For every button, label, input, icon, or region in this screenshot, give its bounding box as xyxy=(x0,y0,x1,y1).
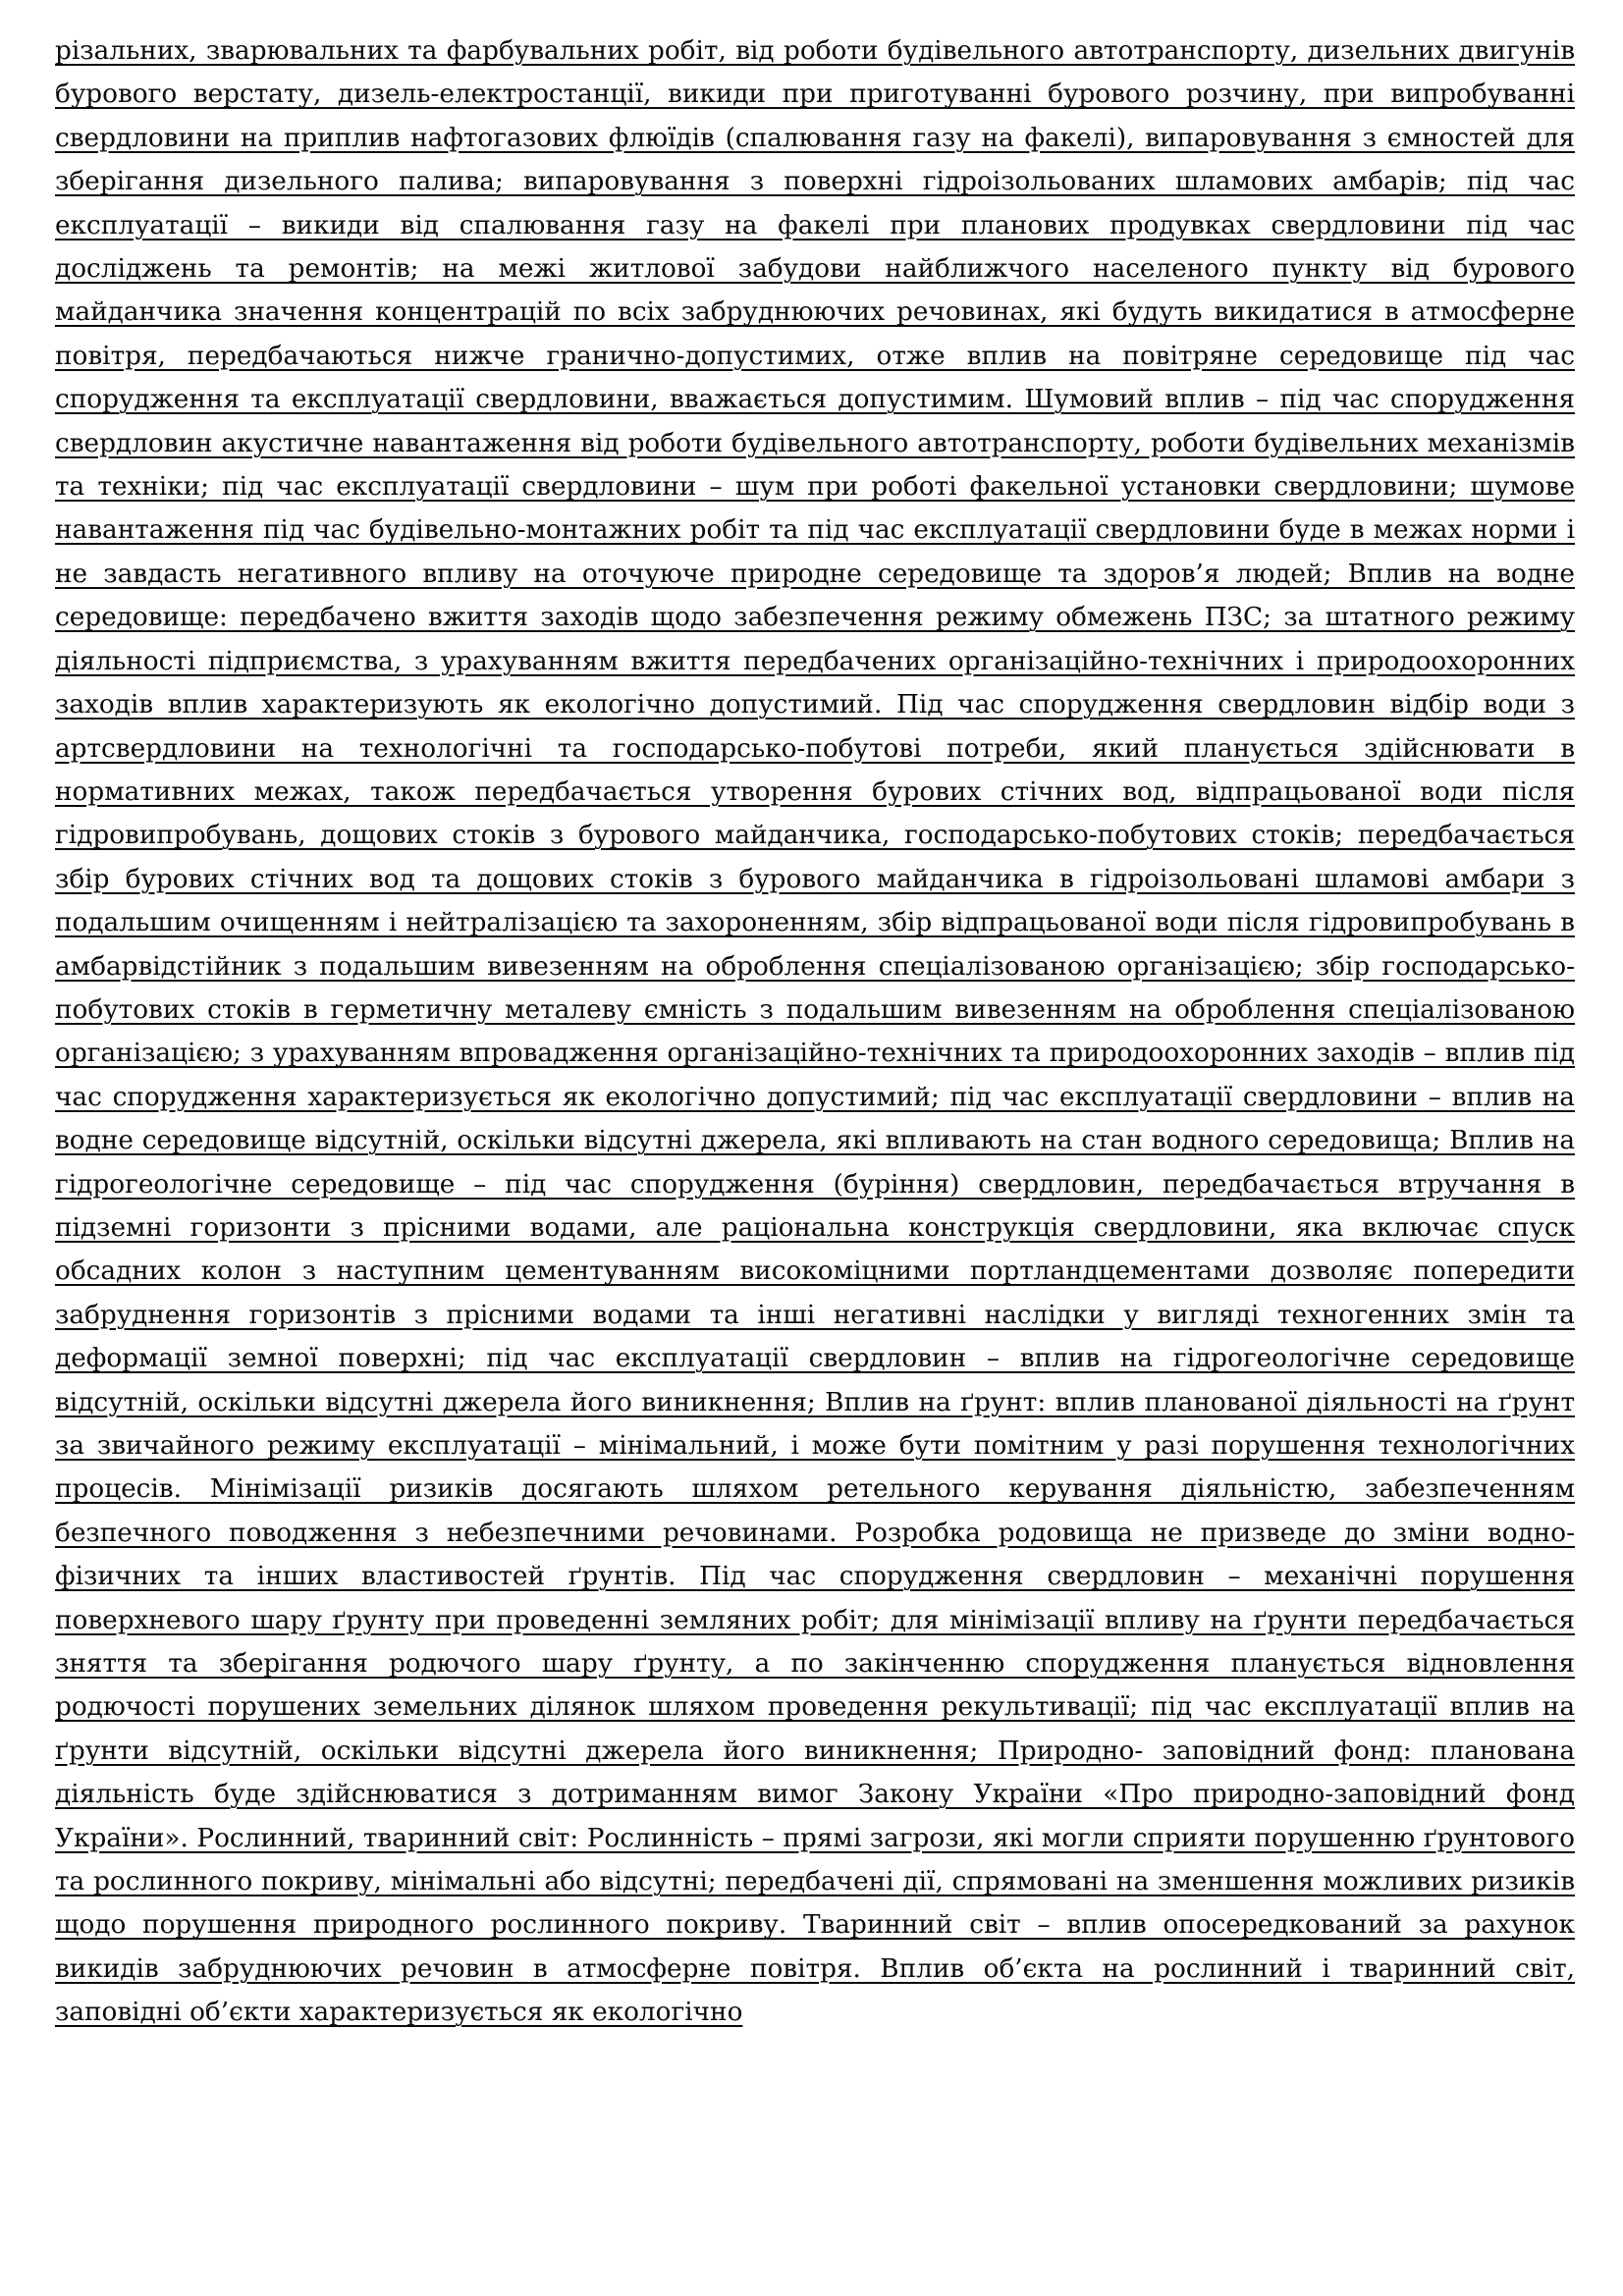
body-paragraph: різальних, зварювальних та фарбувальних робіт, від роботи будівельного автотранспорту, дизельних двигунів бурового верстату, дизель-електростанції, викиди при приготуванні бурового розчину, при випробуванні свердловини на приплив нафтогазових флюїдів (спалювання газу на факелі), випаровування з ємностей для зберігання дизельного палива; випаровування з поверхні гідроізольованих шламових амбарів; під час експлуатації – викиди від спалювання газу на факелі при планових продувках свердловини під час досліджень та ремонтів; на межі житлової забудови найближчого населеного пункту від бурового майданчика значення концентрацій по всіх забруднюючих речовинах, які будуть викидатися в атмосферне повітря, передбачаються нижче гранично-допустимих, отже вплив на повітряне середовище під час спорудження та експлуатації свердловини, вважається допустимим. Шумовий вплив – під час спорудження свердловин акустичне навантаження від роботи будівельного автотранспорту, роботи будівельних механізмів та техніки; під час експлуатації свердловини – шум при роботі факельної установки свердловини; шумове навантаження під час будівельно-монтажних робіт та під час експлуатації свердловини буде в межах норми і не завдасть негативного впливу на оточуюче природне середовище та здоров’я людей; Вплив на водне середовище: передбачено вжиття заходів щодо забезпечення режиму обмежень ПЗС; за штатного режиму діяльності підприємства, з урахуванням вжиття передбачених організаційно-технічних і природоохоронних заходів вплив характеризують як екологічно допустимий. Під час спорудження свердловин відбір води з артсвердловини на технологічні та господарсько-побутові потреби, який планується здійснювати в нормативних межах, також передбачається утворення бурових стічних вод, відпрацьованої води після гідровипробувань, дощових стоків з бурового майданчика, господарсько-побутових стоків; передбачається збір бурових стічних вод та дощових стоків з бурового майданчика в гідроізольовані шламові амбари з подальшим очищенням і нейтралізацією та захороненням, збір відпрацьованої води після гідровипробувань в амбарвідстійник з подальшим вивезенням на оброблення спеціалізованою організацією; збір господарсько-побутових стоків в герметичну металеву ємність з подальшим вивезенням на оброблення спеціалізованою організацією; з урахуванням впровадження організаційно-технічних та природоохоронних заходів – вплив під час спорудження характеризується як екологічно допустимий; під час експлуатації свердловини – вплив на водне середовище відсутній, оскільки відсутні джерела, які впливають на стан водного середовища; Вплив на гідрогеологічне середовище – під час спорудження (буріння) свердловин, передбачається втручання в підземні горизонти з прісними водами, але раціональна конструкція свердловини, яка включає спуск обсадних колон з наступним цементуванням високоміцними портландцементами дозволяє попередити забруднення горизонтів з прісними водами та інші негативні наслідки у вигляді техногенних змін та деформації земної поверхні; під час експлуатації свердловин – вплив на гідрогеологічне середовище відсутній, оскільки відсутні джерела його виникнення; Вплив на ґрунт: вплив планованої діяльності на ґрунт за звичайного режиму експлуатації – мінімальний, і може бути помітним у разі порушення технологічних процесів. Мінімізації ризиків досягають шляхом ретельного керування діяльністю, забезпеченням безпечного поводження з небезпечними речовинами. Розробка родовища не призведе до зміни водно-фізичних та інших властивостей ґрунтів. Під час спорудження свердловин – механічні порушення поверхневого шару ґрунту при проведенні земляних робіт; для мінімізації впливу на ґрунти передбачається зняття та зберігання родючого шару ґрунту, а по закінченню спорудження планується відновлення родючості порушених земельних ділянок шляхом проведення рекультивації; під час експлуатації вплив на ґрунти відсутній, оскільки відсутні джерела його виникнення; Природно- заповідний фонд: планована діяльність буде здійснюватися з дотриманням вимог Закону України «Про природно-заповідний фонд України». Рослинний, тваринний світ: Рослинність – прямі загрози, які могли сприяти порушенню ґрунтового та рослинного покриву, мінімальні або відсутні; передбачені дії, спрямовані на зменшення можливих ризиків щодо порушення природного рослинного покриву. Тваринний світ – вплив опосередкований за рахунок викидів забруднюючих речовин в атмосферне повітря. Вплив об’єкта на рослинний і тваринний світ, заповідні об’єкти характеризується як екологічно xyxy=(55,36,1575,2028)
document-page xyxy=(55,29,1575,2277)
